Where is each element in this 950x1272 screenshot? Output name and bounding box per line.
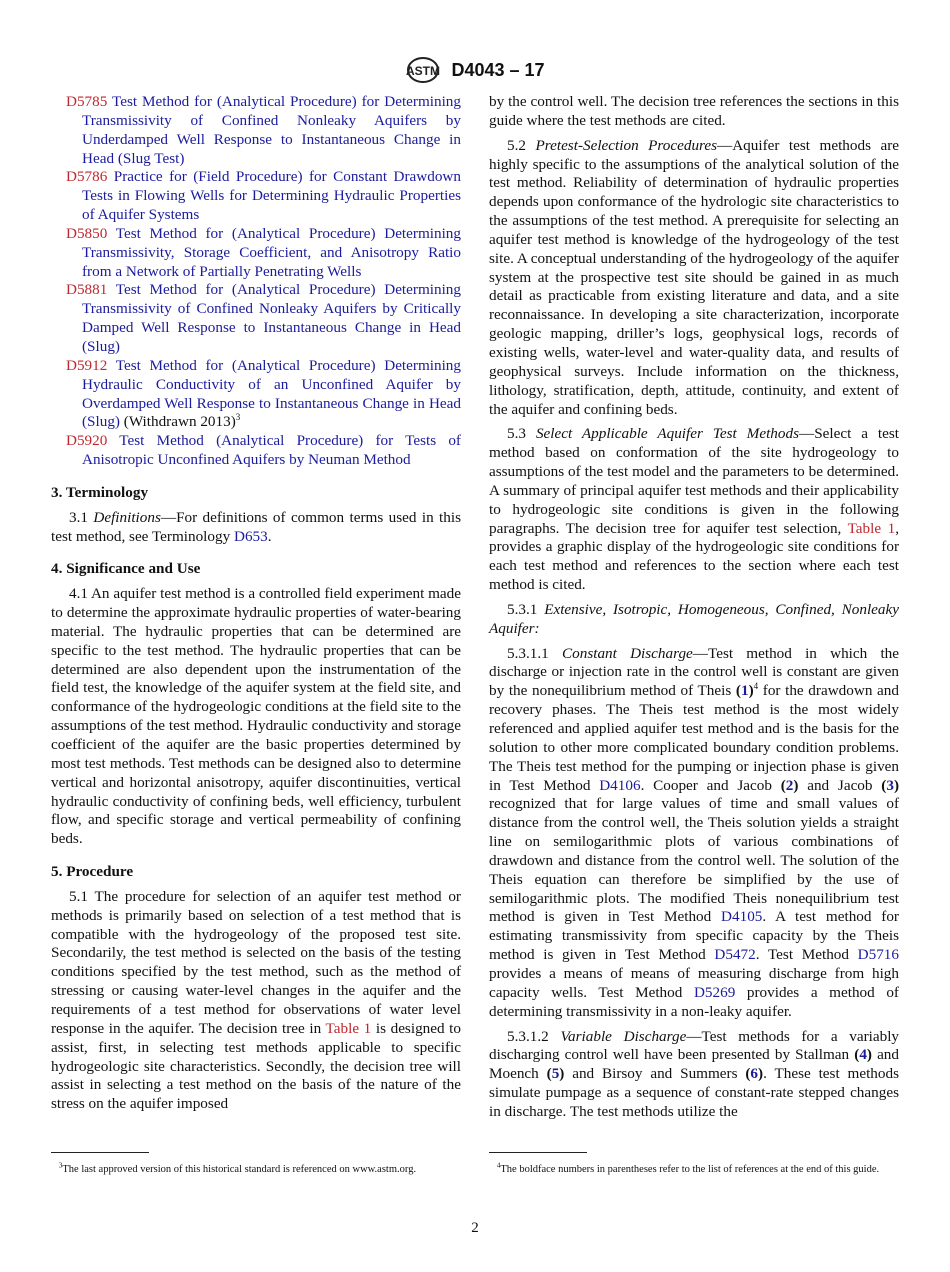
text: ): [748, 682, 754, 700]
run-in-heading: Variable Discharge: [560, 1027, 687, 1045]
text: for the drawdown and recovery phases. The Theis test method is the most widely referenced and applied aquifer test method and is the basis for the solution to other more complicated boundary condition problems. The Theis test method for the pumping or injection phase is given in Test Method: [489, 682, 899, 794]
reference-title-link[interactable]: Practice for (Field Procedure) for Constant Drawdown Tests in Flowing Wells for Determining Hydraulic Properties of Aquifer Systems: [82, 168, 461, 224]
reference-code-link[interactable]: D5881: [66, 281, 108, 299]
reference-title-link[interactable]: Test Method for (Analytical Procedure) Determining Transmissivity, Storage Coefficient, and Anisotropy Ratio from a Network of Partially Penetrating Wells: [82, 224, 461, 280]
text: and Birsoy and Summers: [564, 1065, 746, 1083]
text: is designed to assist, first, in selecting test methods applicable to specific hydrogeologic site characteristics. Secondly, the decision tree will assist in selecting a test method on the basis of the nature of the stress on the aquifer imposed: [51, 1019, 462, 1113]
text: —For definitions of common terms used in this test method, see Terminology: [51, 508, 461, 545]
text: (: [780, 776, 786, 794]
page-number: 2: [471, 1220, 479, 1236]
paragraph: [489, 1028, 899, 1122]
reference-title-link[interactable]: Test Method for (Analytical Procedure) Determining Transmissivity of Confined Nonleaky Aquifers by Critically Damped Well Response to Instantaneous Change in Head (Slug): [82, 281, 461, 355]
reference-item: [51, 357, 461, 432]
reference-code-link[interactable]: D5786: [66, 168, 108, 186]
text: 3. Terminology: [51, 483, 149, 501]
footnote-ref: 3: [235, 412, 241, 423]
reference-number-link[interactable]: 3: [886, 776, 894, 794]
reference-code-link[interactable]: D5912: [66, 356, 108, 374]
paragraph: [51, 509, 461, 547]
text: 5.3.1.2: [507, 1027, 561, 1045]
text: . Cooper and Jacob: [640, 776, 781, 794]
run-in-heading: Extensive, Isotropic, Homogeneous, Confined, Nonleaky Aquifer:: [489, 600, 900, 637]
run-in-heading: Pretest-Selection Procedures: [535, 136, 718, 154]
footnote-mark: 3: [58, 1161, 63, 1170]
text: . Test Method: [755, 946, 858, 964]
paragraph: [489, 137, 899, 420]
text: ): [866, 1046, 872, 1064]
section-heading: [51, 560, 461, 579]
text: provides a method of determining transmissivity in a non-leaky aquifer.: [489, 983, 899, 1020]
reference-number-link[interactable]: 5: [551, 1065, 560, 1083]
text: 5.3: [507, 425, 536, 443]
paragraph: [51, 585, 461, 849]
document-link[interactable]: D4105: [721, 908, 763, 926]
reference-number-link[interactable]: 4: [859, 1046, 867, 1064]
footnote-3: [51, 1162, 461, 1178]
text: 5.3.1.1: [507, 644, 562, 662]
text: .: [267, 527, 272, 545]
text: by the control well. The decision tree references the sections in this guide where the test methods are cited.: [489, 93, 899, 129]
document-link[interactable]: D5472: [714, 946, 756, 964]
text: 4. Significance and Use: [51, 560, 201, 578]
text: ): [559, 1065, 565, 1083]
text: (: [854, 1046, 860, 1064]
footnote-mark: 4: [496, 1161, 501, 1170]
footnote-text: The boldface numbers in parentheses refer to the list of references at the end of this guide.: [500, 1164, 880, 1175]
text: recognized that for large values of time and small values of distance from the control well, the Theis solution yields a straight line on semilogarithmic plots of various combinations of drawdown and distance from the control well. The solution of the Theis equation can therefore be simplified by the use of semilogarithmic plots. The modified Theis nonequilibrium test method is given in Test Method: [489, 795, 899, 926]
document-link[interactable]: D653: [233, 527, 268, 545]
footnote-text: The last approved version of this historical standard is referenced on www.astm.org.: [62, 1164, 417, 1175]
text: . A test method for estimating transmissivity from specific capacity by the Theis method is given in Test Method: [489, 908, 899, 964]
text: , provides a graphic display of the hydrogeologic site conditions for each test method and references to the section where each test method is cited.: [489, 519, 899, 594]
text: —Test methods for a variably discharging control well have been presented by Stallman: [489, 1027, 900, 1064]
text: 5.1 The procedure for selection of an aquifer test method or methods is primarily based on selection of a test method that is compatible with the hydrogeology of the proposed test site. Secondarily, the test method is selected on the basis of the testing conditions specified by the test method, such as the method of stressing or causing water-level changes in the aquifer and the requirements of a test method for observations of water level response in the aquifer. The decision tree in: [51, 887, 461, 1037]
standard-designation: D4043 – 17: [451, 59, 545, 80]
text: (: [881, 776, 887, 794]
reference-item: [51, 281, 461, 356]
footnote-ref: 4: [753, 681, 759, 692]
paragraph: [489, 645, 899, 1022]
text: —Aquifer test methods are highly specific to the assumptions of the analytical solution of the test method. Reliability of determination of hydraulic properties depends upon conformance of the hydrologic site characteristics to the assumptions of the test method. A prerequisite for selecting an aquifer test method is knowledge of the hydrogeology of the test site. A conceptual understanding of the hydrogeology of the aquifer system at the prospective test site should be gained in as much detail as practicable from existing literature and data, and a site reconnaissance. In developing a site characterization, incorporate geologic mapping, driller’s logs, geophysical logs, records of existing wells, water-level and water-quality data, and results of geophysical surveys. Include information on the thickness, lithology, stratification, depth, attitude, continuity, and extent of the aquifer and confining beds.: [489, 136, 900, 418]
reference-item: [51, 168, 461, 225]
section-heading: [51, 484, 461, 503]
text: 5.3.1: [507, 600, 545, 618]
document-link[interactable]: D5716: [857, 946, 899, 964]
text: and Moench: [489, 1046, 899, 1083]
reference-number-link[interactable]: 6: [750, 1065, 759, 1083]
paragraph: [51, 888, 461, 1114]
footnote-4: [489, 1162, 899, 1178]
text: 5.2: [507, 136, 536, 154]
run-in-heading: Definitions: [93, 508, 161, 526]
text: (: [735, 682, 741, 700]
reference-title-link[interactable]: Test Method for (Analytical Procedure) Determining Hydraulic Conductivity of an Unconfined Aquifer by Overdamped Well Response to Instantaneous Change in Head (Slug): [82, 356, 461, 431]
text: ): [793, 776, 799, 794]
text: ): [893, 776, 899, 794]
text: 5. Procedure: [51, 863, 134, 881]
paragraph: [489, 93, 899, 131]
run-in-heading: Constant Discharge: [562, 644, 693, 662]
text: —Select a test method based on conformation of the site hydrogeology to assumptions of the test model and the parameters to be determined. A summary of principal aquifer test methods and their applicability to hydrogeologic site conditions is given in the following paragraphs. The decision tree for aquifer test selection,: [489, 425, 900, 537]
document-link[interactable]: D5269: [693, 983, 736, 1001]
reference-item: [51, 93, 461, 168]
svg-text:ASTM: ASTM: [406, 64, 441, 78]
paragraph: [489, 601, 899, 639]
reference-item: [51, 225, 461, 282]
reference-title-link[interactable]: Test Method for (Analytical Procedure) for Determining Transmissivity of Confined Nonleaky Aquifers by Underdamped Well Response to Instantaneous Change in Head (Slug Test): [82, 93, 461, 167]
reference-code-link[interactable]: D5920: [66, 432, 108, 450]
left-column: [51, 93, 461, 1120]
text: 3.1: [69, 508, 94, 526]
footnote-divider: [489, 1152, 587, 1153]
reference-number-link[interactable]: 2: [785, 776, 794, 794]
referenced-documents-list: [51, 93, 461, 470]
text: . These test methods simulate pumpage as a sequence of constant-rate stepped changes in discharge. The test methods utilize the: [489, 1065, 899, 1120]
text: —Test method in which the discharge or injection rate in the control well is constant are given by the nonequilibrium method of Theis: [489, 644, 900, 700]
reference-number-link[interactable]: 1: [740, 682, 749, 700]
reference-code-link[interactable]: D5785: [66, 93, 108, 110]
footnote-divider: [51, 1152, 149, 1153]
reference-code-link[interactable]: D5850: [66, 224, 108, 242]
withdrawn-note: (Withdrawn 2013): [119, 413, 236, 431]
text: and Jacob: [798, 776, 882, 794]
text: (: [745, 1065, 751, 1083]
astm-logo-icon: [405, 56, 441, 84]
text: 4.1 An aquifer test method is a controlled field experiment made to determine the approximate hydraulic properties of water-bearing material. The hydraulic properties that can be determined are specific to the test method. The hydraulic properties that can be determined are also dependent upon the instrumentation of the field test, the knowledge of the aquifer system at the field site, and conformance of the hydrogeologic conditions at the field site to the assumptions of the test method. Hydraulic conductivity and storage coefficient of the aquifer are the basic properties determined by most test methods. Test methods can be designed also to determine vertical and horizontal anisotropy, aquifer discontinuities, vertical hydraulic conductivity of confining beds, well efficiency, turbulent flow, and specific storage and vertical permeability of confining beds.: [51, 585, 461, 848]
document-link[interactable]: D4106: [599, 776, 641, 794]
text: (: [546, 1065, 552, 1083]
right-column: [489, 93, 899, 1128]
run-in-heading: Select Applicable Aquifer Test Methods: [535, 425, 799, 443]
page-header: [0, 56, 950, 84]
text: provides a means of means of measuring discharge from high capacity wells. Test Method: [489, 964, 899, 1001]
reference-title-link[interactable]: Test Method (Analytical Procedure) for Tests of Anisotropic Unconfined Aquifers by Neuman Method: [82, 432, 461, 469]
paragraph: [489, 425, 899, 595]
text: ): [758, 1065, 764, 1083]
document-link[interactable]: Table 1: [847, 519, 896, 537]
document-link[interactable]: Table 1: [325, 1019, 372, 1037]
reference-item: [51, 432, 461, 470]
section-heading: [51, 863, 461, 882]
